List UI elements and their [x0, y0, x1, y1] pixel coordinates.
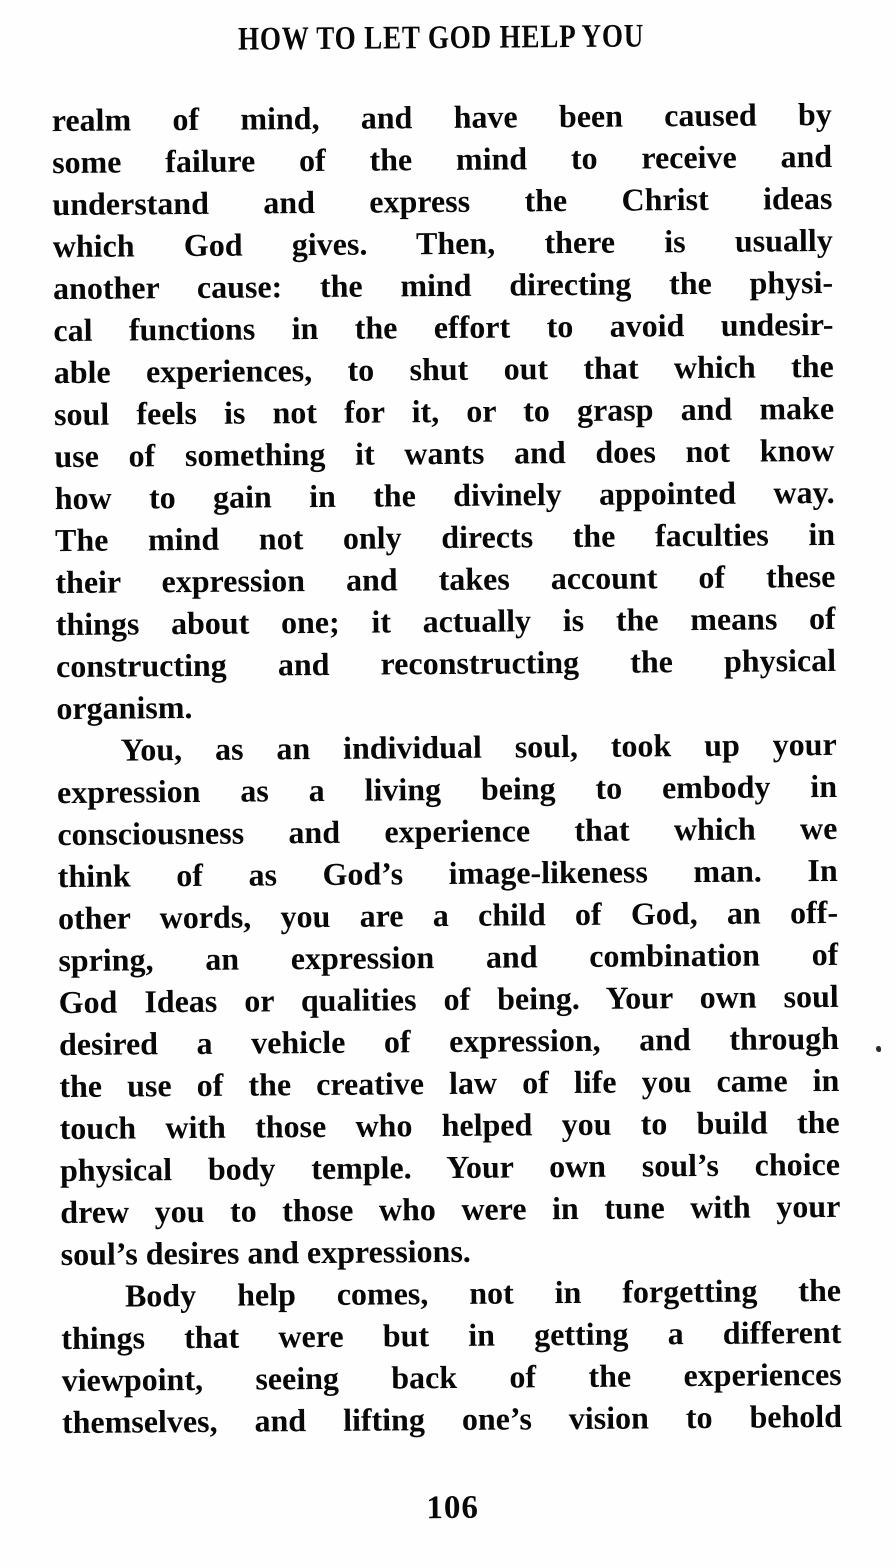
running-header: HOW TO LET GOD HELP YOU [237, 18, 645, 58]
text-line: realm of mind, and have been caused by [51, 95, 832, 139]
text-line: You, as an individual soul, took up your [120, 725, 837, 768]
text-line: organism. [56, 689, 193, 727]
text-line: soul feels is not for it, or to grasp and make [53, 389, 835, 433]
text-line: spring, an expression and combination of [58, 935, 839, 979]
text-line: soul’s desires and expressions. [60, 1232, 471, 1273]
text-line: some failure of the mind to receive and [51, 137, 833, 181]
text-line: Body help comes, not in forgetting the [124, 1271, 842, 1314]
scan-speck [876, 1046, 881, 1052]
text-line: expression as a living being to embody in [56, 767, 838, 811]
text-line: which God gives. Then, there is usually [52, 221, 833, 265]
text-line: consciousness and experience that which we [57, 809, 838, 853]
text-line: other words, you are a child of God, an off- [57, 893, 839, 937]
text-line: The mind not only directs the faculties in [54, 515, 836, 559]
text-line: their expression and takes account of these [55, 557, 836, 601]
body-text [52, 93, 843, 1443]
text-line: things about one; it actually is the means of [55, 599, 836, 643]
text-line: the use of the creative law of life you came in [59, 1061, 840, 1105]
text-line: viewpoint, seeing back of the experiences [61, 1355, 842, 1399]
text-line: another cause: the mind directing the physi- [52, 263, 834, 307]
text-line: physical body temple. Your own soul’s choice [59, 1145, 841, 1189]
text-line: God Ideas or qualities of being. Your own soul [58, 977, 839, 1021]
text-line: desired a vehicle of expression, and through [58, 1019, 840, 1063]
text-line: understand and express the Christ ideas [52, 179, 833, 223]
text-line: how to gain in the divinely appointed way. [54, 473, 835, 517]
text-line: drew you to those who were in tune with your [60, 1187, 841, 1231]
text-line: themselves, and lifting one’s vision to behold [61, 1397, 843, 1441]
text-line: think of as God’s image-likeness man. In [57, 851, 838, 895]
text-line: use of something it wants and does not know [54, 431, 835, 475]
text-line: able experiences, to shut out that which the [53, 347, 834, 391]
text-line: things that were but in getting a different [61, 1313, 842, 1357]
page-number: 106 [426, 1489, 480, 1527]
text-line: cal functions in the effort to avoid undesir- [53, 305, 834, 349]
text-line: constructing and reconstructing the physical [55, 641, 837, 685]
text-line: touch with those who helped you to build the [59, 1103, 840, 1147]
